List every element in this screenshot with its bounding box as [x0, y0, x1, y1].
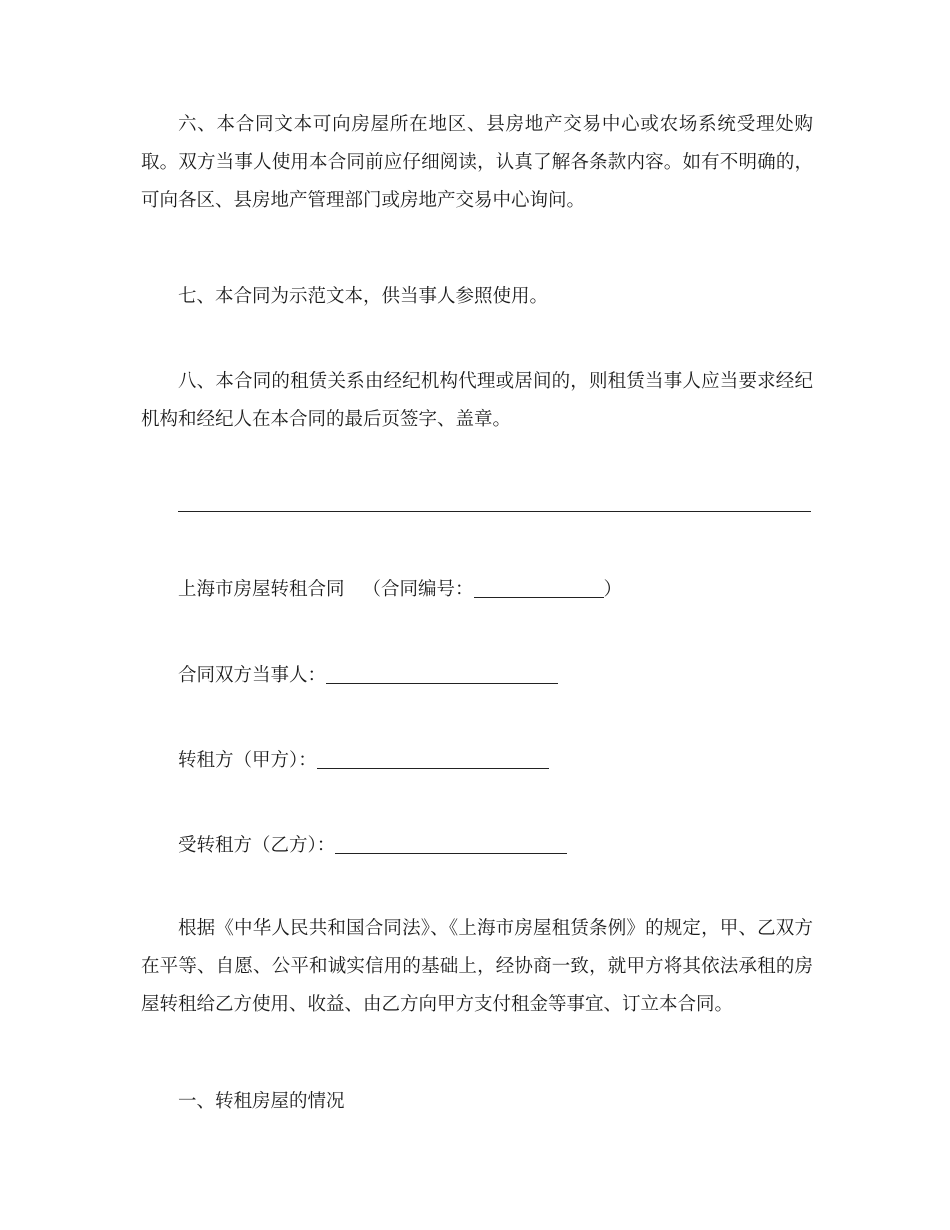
contract-number-label: （合同编号：	[362, 579, 474, 600]
party-b-line	[178, 833, 567, 859]
parties-label: 合同双方当事人：	[178, 665, 327, 686]
party-a-line	[178, 748, 549, 774]
party-b-label: 受转租方（乙方）：	[178, 835, 336, 856]
contract-number-field[interactable]	[474, 579, 604, 598]
parties-field[interactable]	[326, 665, 558, 684]
intro-paragraph: 根据《中华人民共和国合同法》、《上海市房屋租赁条例》的规定，甲、乙双方在平等、自愿、公平和诚实信用的基础上，经协商一致，就甲方将其依法承租的房屋转租给乙方使用、收益、由乙方向甲方支付租金等事宜、订立本合同。	[141, 918, 813, 1015]
parties-line	[178, 663, 558, 689]
party-a-label: 转租方（甲方）：	[178, 750, 317, 771]
contract-title: 上海市房屋转租合同	[178, 579, 345, 600]
paragraph-seven: 七、本合同为示范文本，供当事人参照使用。	[178, 286, 549, 307]
contract-number-close: ）	[603, 579, 623, 600]
section-divider	[178, 511, 811, 512]
paragraph-six: 六、本合同文本可向房屋所在地区、县房地产交易中心或农场系统受理处购取。双方当事人使用本合同前应仔细阅读，认真了解各条款内容。如有不明确的，可向各区、县房地产管理部门或房地产交易中心询问。	[141, 114, 813, 211]
party-b-field[interactable]	[335, 835, 567, 854]
contract-title-line	[178, 577, 622, 603]
paragraph-eight: 八、本合同的租赁关系由经纪机构代理或居间的，则租赁当事人应当要求经纪机构和经纪人在本合同的最后页签字、盖章。	[141, 371, 813, 430]
party-a-field[interactable]	[317, 750, 549, 769]
section-one-heading: 一、转租房屋的情况	[178, 1091, 345, 1112]
